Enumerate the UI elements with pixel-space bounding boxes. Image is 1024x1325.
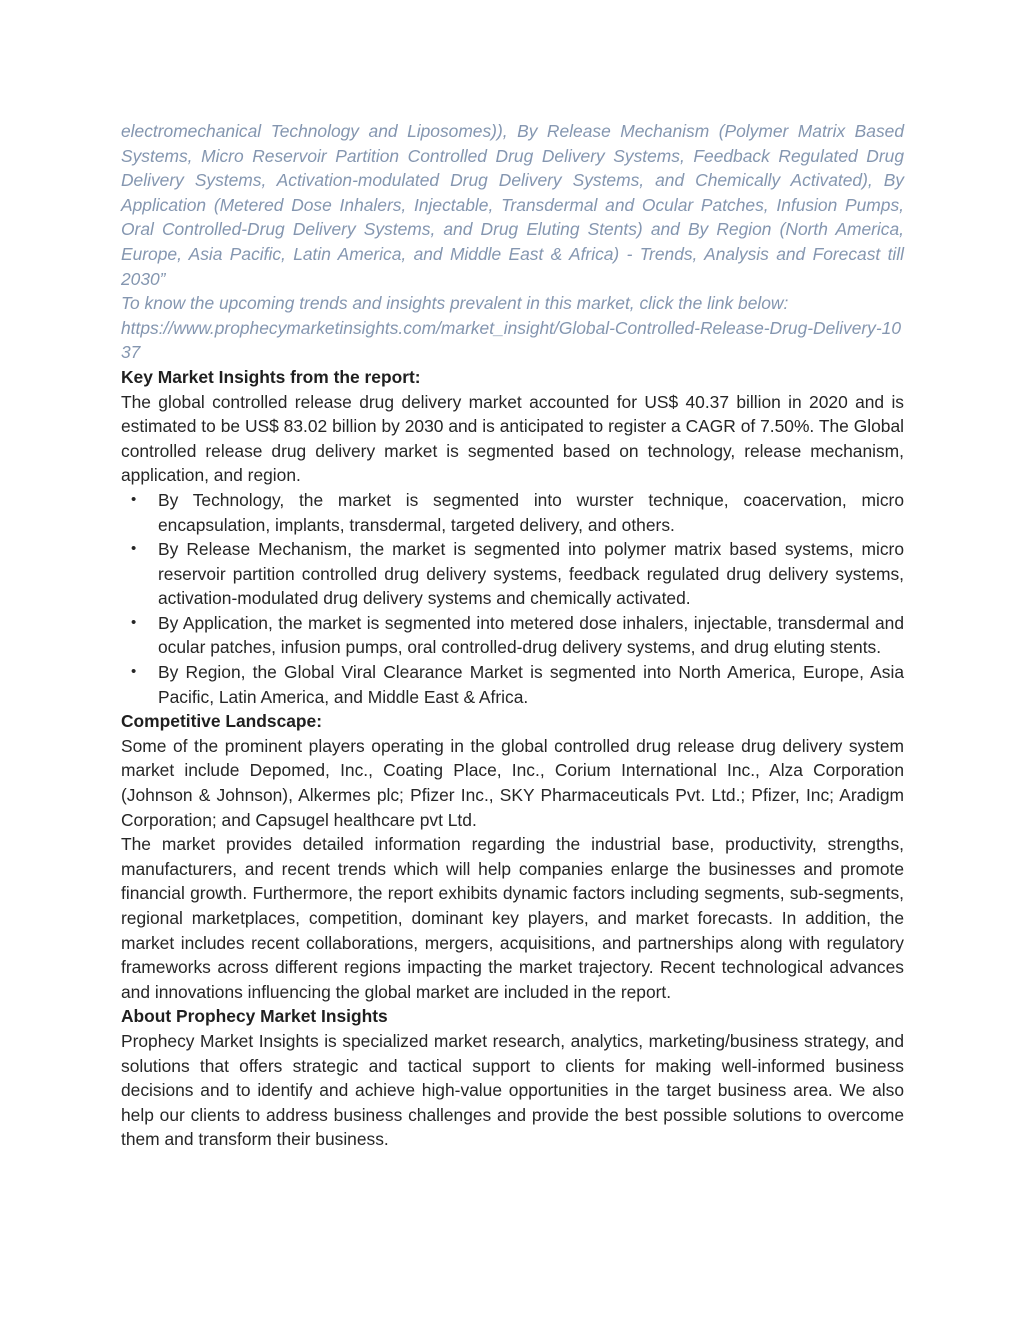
list-item — [131, 611, 904, 660]
about-heading: About Prophecy Market Insights — [121, 1006, 388, 1027]
bullet-icon: • — [131, 490, 137, 508]
bullet-icon: • — [131, 663, 137, 681]
competitive-players-paragraph: Some of the prominent players operating in the global controlled drug release drug delivery system market include Depomed, Inc., Coating Place, Inc., Corium International Inc., Alza Corporation (Johnson & Johnson), Alkermes plc; Pfizer Inc., SKY Pharmaceuticals Pvt. Ltd.; Pfizer, Inc; Aradigm Corporation; and Capsugel healthcare pvt Ltd. — [121, 735, 904, 830]
bullet-icon: • — [131, 613, 137, 631]
about-paragraph: Prophecy Market Insights is specialized market research, analytics, marketing/business strategy, and solutions that offers strategic and tactical support to clients for making well-informed business decisions and to identify and achieve high-value opportunities in the target business area. We also help our clients to address business challenges and provide the best possible solutions to overcome them and transform their business. — [121, 1030, 904, 1150]
market-details-paragraph: The market provides detailed information regarding the industrial base, productivity, strengths, manufacturers, and recent trends which will help companies enlarge the businesses and promote financial growth. Furthermore, the report exhibits dynamic factors including segments, sub-segments, regional marketplaces, competition, dominant key players, and market forecasts. In addition, the market includes recent collaborations, mergers, acquisitions, and partnerships along with regulatory frameworks across different regions impacting the market trajectory. Recent technological advances and innovations influencing the global market are included in the report. — [121, 834, 904, 1002]
bullet-text-region: By Region, the Global Viral Clearance Market is segmented into North America, Europe, Asia Pacific, Latin America, and Middle East & Africa. — [158, 662, 904, 707]
document-page — [121, 119, 904, 1152]
list-item — [131, 537, 904, 611]
list-item — [131, 660, 904, 709]
bullet-text-technology: By Technology, the market is segmented into wurster technique, coacervation, micro encapsulation, implants, transdermal, targeted delivery, and others. — [158, 489, 904, 535]
segment-bullet-list — [121, 488, 904, 709]
report-link[interactable]: https://www.prophecymarketinsights.com/market_insight/Global-Controlled-Release-Drug-Delivery-1037 — [121, 317, 901, 363]
bullet-text-application: By Application, the market is segmented into metered dose inhalers, injectable, transdermal and ocular patches, infusion pumps, oral controlled-drug delivery systems, and drug eluting stents. — [158, 612, 904, 658]
bullet-text-release-mechanism: By Release Mechanism, the market is segmented into polymer matrix based systems, micro reservoir partition controlled drug delivery systems, feedback regulated drug delivery systems, activation-modulated drug delivery systems and chemically activated. — [158, 539, 904, 609]
call-to-action-text: To know the upcoming trends and insights prevalent in this market, click the link below: — [121, 293, 789, 314]
key-insights-paragraph: The global controlled release drug delivery market accounted for US$ 40.37 billion in 2020 and is estimated to be US$ 83.02 billion by 2030 and is anticipated to register a CAGR of 7.50%. The Global controlled release drug delivery market is segmented based on technology, release mechanism, application, and region. — [121, 391, 904, 486]
list-item — [131, 488, 904, 537]
key-insights-heading: Key Market Insights from the report: — [121, 366, 421, 387]
competitive-landscape-heading: Competitive Landscape: — [121, 711, 323, 732]
bullet-icon: • — [131, 540, 137, 558]
report-title-continuation: electromechanical Technology and Liposomes)), By Release Mechanism (Polymer Matrix Based Systems, Micro Reservoir Partition Controlled Drug Delivery Systems, Feedback Regulated Drug Delivery Systems, Activation-modulated Drug Delivery Systems, and Chemically Activated), By Application (Metered Dose Inhalers, Injectable, Transdermal and Ocular Patches, Infusion Pumps, Oral Controlled-Drug Delivery Systems, and Drug Eluting Stents) and By Region (North America, Europe, Asia Pacific, Latin America, and Middle East & Africa) - Trends, Analysis and Forecast till 2030” — [121, 121, 904, 289]
